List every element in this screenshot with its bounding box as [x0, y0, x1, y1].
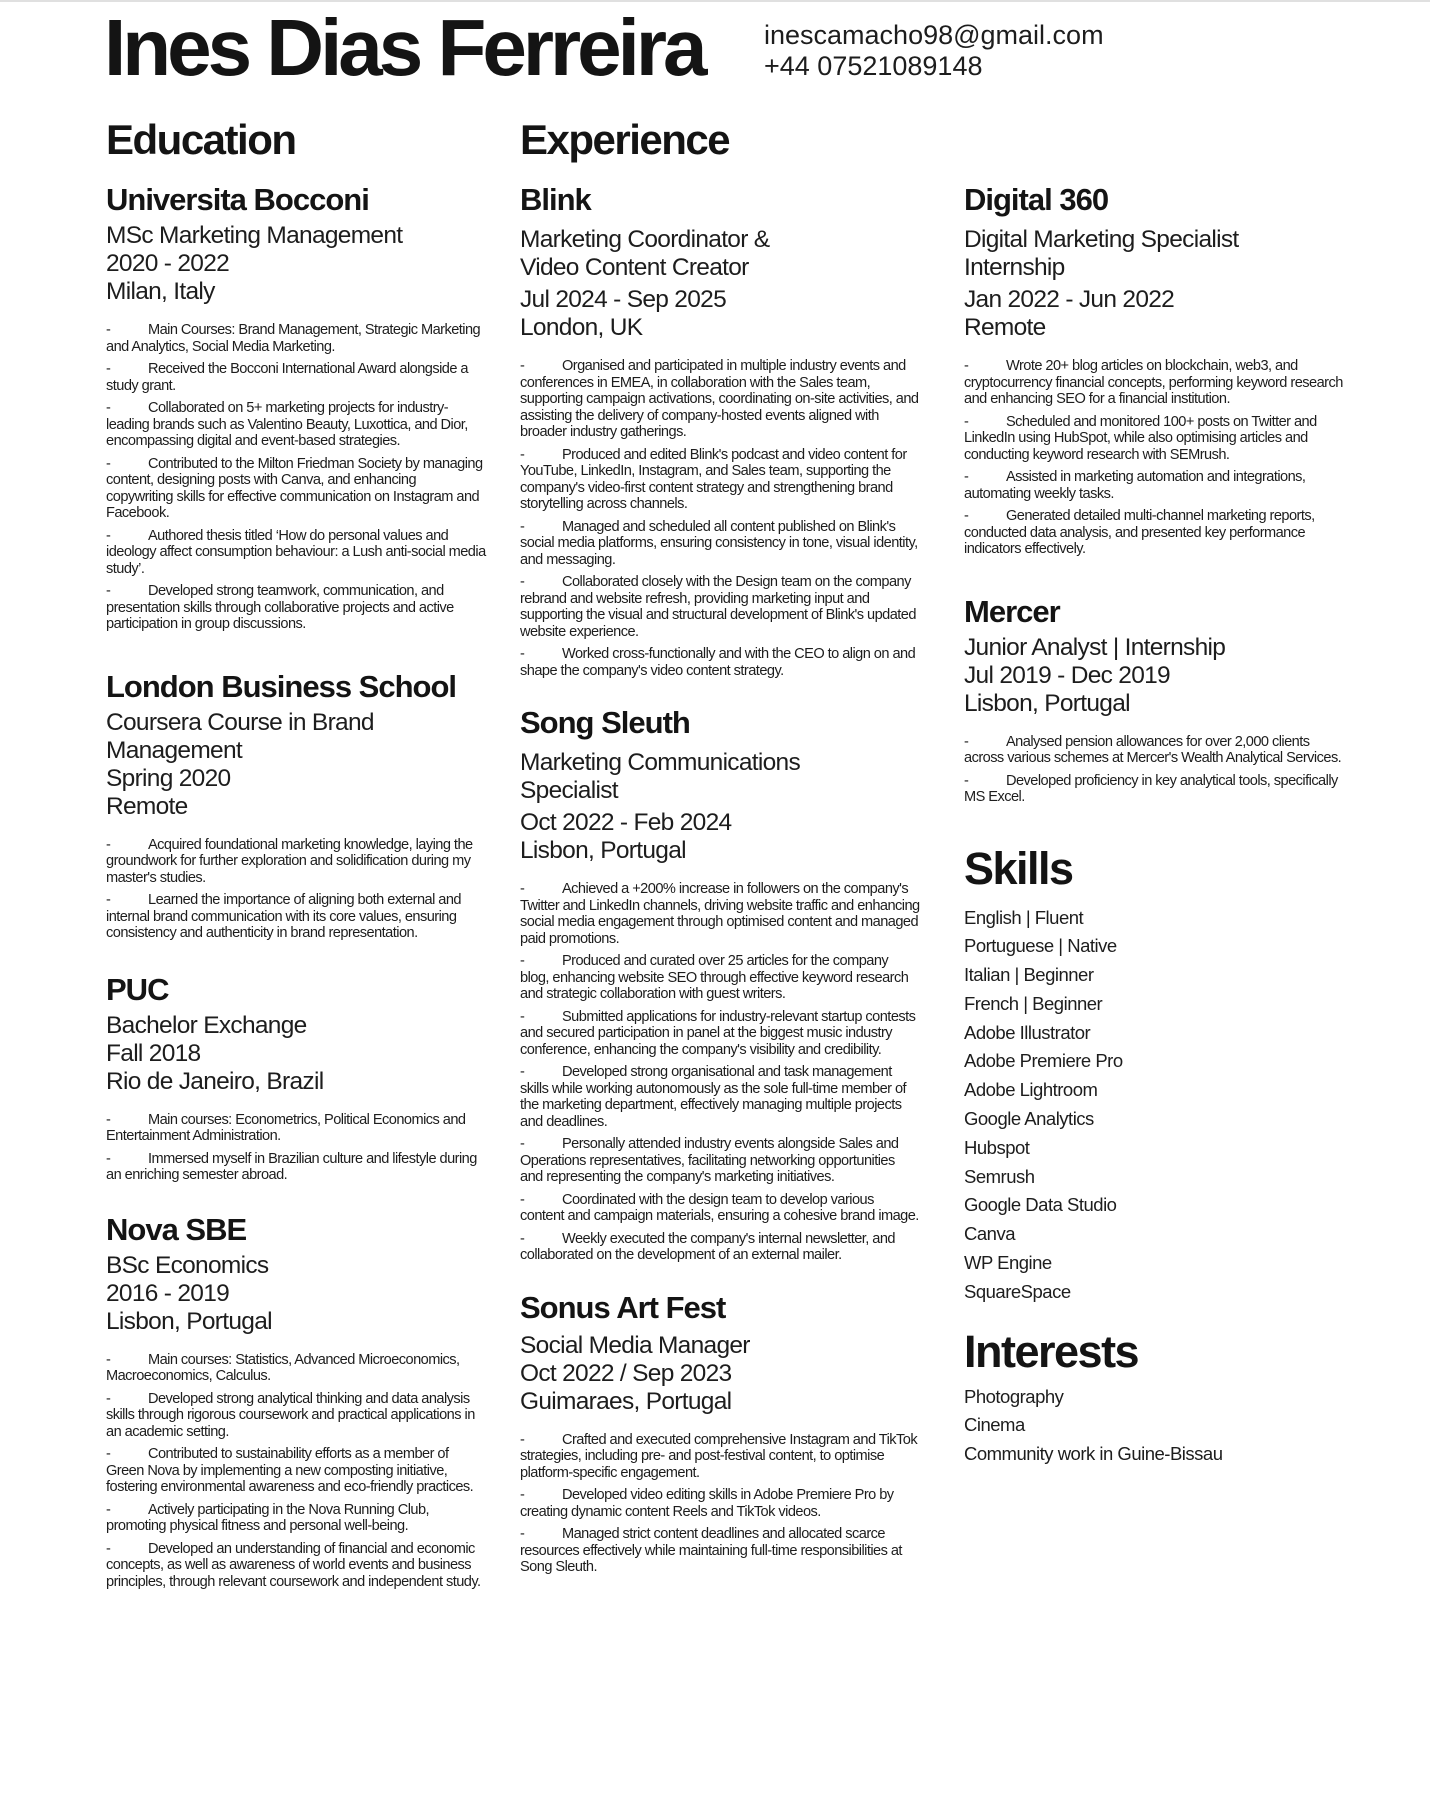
bullet-item: - Main Courses: Brand Management, Strategic Marketing and Analytics, Social Media Marketing.	[106, 322, 481, 355]
school-name: PUC	[106, 971, 169, 1007]
skill-item: WP Engine	[964, 1252, 1052, 1274]
bullet-item: - Developed video editing skills in Adobe Premiere Pro by creating dynamic content Reels and TikTok videos.	[520, 1487, 894, 1520]
location: London, UK	[520, 314, 643, 341]
bullet-item: - Developed strong organisational and task management skills while working autonomously as the sole full-time member of the marketing department, effectively managing multiple projects and deadlines.	[520, 1064, 907, 1130]
entry-details	[964, 634, 1344, 718]
skill-item: Adobe Premiere Pro	[964, 1050, 1123, 1072]
interests-title: Interests	[964, 1325, 1139, 1377]
skill-item: Semrush	[964, 1165, 1035, 1187]
company-name: Digital 360	[964, 182, 1109, 217]
location: Remote	[964, 314, 1046, 341]
bullet-list	[106, 837, 486, 942]
bullet-item: - Managed strict content deadlines and allocated scarce resources effectively while maintaining full-time responsibilities at Song Sleuth.	[520, 1526, 902, 1575]
bullet-item: - Organised and participated in multiple industry events and conferences in EMEA, in collaboration with the Sales team, supporting campaign activations, coordinating on-site activities, and assisting the delivery of company-hosted events aligned with broader industry gatherings.	[520, 358, 919, 440]
dates: 2016 - 2019	[106, 1279, 230, 1307]
dates: 2020 - 2022	[106, 250, 230, 277]
entry-details	[964, 226, 1344, 342]
location: Lisbon, Portugal	[520, 837, 686, 864]
bullet-list	[964, 358, 1344, 558]
skill-item: Google Data Studio	[964, 1194, 1117, 1216]
company-name: Blink	[520, 182, 591, 217]
skill-item: SquareSpace	[964, 1280, 1071, 1302]
skill-item: Hubspot	[964, 1136, 1030, 1158]
dates: Oct 2022 / Sep 2023	[520, 1359, 732, 1387]
degree: MSc Marketing Management	[106, 222, 403, 249]
location: Remote	[106, 792, 188, 820]
bullet-item: - Weekly executed the company's internal newsletter, and collaborated on the development of an external mailer.	[520, 1230, 895, 1263]
bullet-item: - Developed strong teamwork, communication, and presentation skills through collaborative projects and active participation in group discussions.	[106, 583, 454, 632]
bullet-item: - Submitted applications for industry-relevant startup contests and secured participation in panel at the biggest music industry conference, enhancing the company's visibility and credibility.	[520, 1008, 916, 1058]
interests-section	[964, 1325, 1344, 1469]
location: Milan, Italy	[106, 278, 215, 305]
bullet-item: - Coordinated with the design team to develop various content and campaign materials, ensuring a cohesive brand image.	[520, 1191, 919, 1224]
skill-item: Adobe Lightroom	[964, 1079, 1098, 1101]
bullet-item: - Collaborated closely with the Design team on the company rebrand and website refresh, providing marketing input and supporting the visual and structural development of Blink's updated website experience.	[520, 574, 916, 640]
dates: Jan 2022 - Jun 2022	[964, 286, 1175, 313]
experience-section-continued	[964, 112, 1344, 1469]
job-title: Marketing Coordinator &	[520, 226, 770, 253]
skills-list	[964, 904, 1344, 1307]
entry-details	[520, 749, 920, 865]
entry-details	[520, 1332, 920, 1416]
education-entry	[106, 182, 486, 633]
bullet-item: - Main courses: Econometrics, Political Economics and Entertainment Administration.	[106, 1111, 466, 1144]
entry-details	[106, 222, 486, 306]
bullet-item: - Scheduled and monitored 100+ posts on Twitter and LinkedIn using HubSpot, while also optimising articles and conducting keyword research with SEMrush.	[964, 413, 1317, 463]
experience-entry	[964, 182, 1344, 558]
degree: Coursera Course in Brand	[106, 708, 374, 736]
bullet-item: - Generated detailed multi-channel marketing reports, conducted data analysis, and presented key performance indicators effectively.	[964, 508, 1315, 557]
education-entry	[106, 972, 486, 1184]
bullet-item: - Immersed myself in Brazilian culture and lifestyle during an enriching semester abroad.	[106, 1150, 477, 1183]
skill-item: Portuguese | Native	[964, 935, 1117, 957]
education-section	[106, 112, 486, 1596]
bullet-item: - Crafted and executed comprehensive Instagram and TikTok strategies, including pre- and post-festival content, to optimise platform-specific engagement.	[520, 1431, 918, 1481]
degree: Management	[106, 736, 243, 764]
interests-list	[964, 1383, 1344, 1469]
experience-entry	[520, 1290, 920, 1576]
bullet-list	[964, 734, 1344, 806]
entry-details	[520, 226, 920, 342]
bullet-item: - Contributed to the Milton Friedman Society by managing content, designing posts with Canva, and enhancing copywriting skills for effective communication on Instagram and Facebook.	[106, 455, 483, 521]
bullet-item: - Developed strong analytical thinking and data analysis skills through rigorous coursework and practical applications in an academic setting.	[106, 1390, 475, 1440]
school-name: Nova SBE	[106, 1211, 247, 1247]
location: Lisbon, Portugal	[964, 689, 1130, 717]
experience-entry	[964, 594, 1344, 806]
dates: Jul 2024 - Sep 2025	[520, 286, 727, 313]
bullet-item: - Learned the importance of aligning both external and internal brand communication with its core values, ensuring consistency and authenticity in brand representation.	[106, 892, 461, 941]
experience-section	[520, 112, 920, 1582]
bullet-item: - Personally attended industry events alongside Sales and Operations representatives, facilitating networking opportunities and representing the company's marketing initiatives.	[520, 1136, 899, 1185]
experience-entry	[520, 182, 920, 679]
bullet-item: - Analysed pension allowances for over 2,000 clients across various schemes at Mercer's Wealth Analytical Services.	[964, 733, 1342, 766]
skills-title: Skills	[964, 842, 1073, 894]
interest-item: Community work in Guine-Bissau	[964, 1443, 1223, 1465]
dates: Jul 2019 - Dec 2019	[964, 661, 1170, 689]
bullet-item: - Produced and edited Blink's podcast and video content for YouTube, LinkedIn, Instagram, and Sales team, supporting the company's video-first content strategy and strengthening brand storytelling across channels.	[520, 446, 907, 512]
school-name: London Business School	[106, 668, 457, 704]
job-title: Digital Marketing Specialist	[964, 226, 1239, 253]
skills-section	[964, 842, 1344, 1307]
bullet-item: - Achieved a +200% increase in followers on the company's Twitter and LinkedIn channels, driving website traffic and enhancing social media engagement through optimised content and managed paid promotions.	[520, 881, 920, 947]
bullet-item: - Assisted in marketing automation and integrations, automating weekly tasks.	[964, 469, 1306, 502]
job-title: Junior Analyst | Internship	[964, 633, 1226, 661]
bullet-item: - Developed proficiency in key analytical tools, specifically MS Excel.	[964, 772, 1338, 805]
bullet-item: - Developed an understanding of financial and economic concepts, as well as awareness of world events and business principles, through relevant coursework and independent study.	[106, 1540, 481, 1590]
job-title: Social Media Manager	[520, 1331, 750, 1359]
bullet-item: - Wrote 20+ blog articles on blockchain, web3, and cryptocurrency financial concepts, performing keyword research and enhancing SEO for a financial institution.	[964, 358, 1343, 407]
bullet-item: - Managed and scheduled all content published on Blink's social media platforms, ensuring consistency in tone, visual identity, and messaging.	[520, 518, 918, 568]
education-entry	[106, 669, 486, 942]
experience-title: Experience	[520, 116, 730, 163]
contact-info	[764, 20, 1104, 82]
bullet-list	[520, 881, 920, 1264]
job-title: Marketing Communications	[520, 749, 801, 776]
email-text: inescamacho98@gmail.com	[764, 20, 1104, 50]
entry-details	[106, 1252, 486, 1336]
entry-details	[106, 1012, 486, 1096]
resume-name: Ines Dias Ferreira	[104, 3, 704, 92]
bullet-list	[106, 322, 486, 633]
education-entry	[106, 1212, 486, 1591]
bullet-item: - Received the Bocconi International Award alongside a study grant.	[106, 361, 468, 394]
bullet-list	[106, 1352, 486, 1591]
skill-item: Italian | Beginner	[964, 964, 1094, 986]
bullet-item: - Produced and curated over 25 articles for the company blog, enhancing website SEO through effective keyword research and strategic collaboration with guest writers.	[520, 953, 909, 1002]
location: Guimaraes, Portugal	[520, 1387, 732, 1415]
bullet-item: - Worked cross-functionally and with the CEO to align on and shape the company's video content strategy.	[520, 646, 916, 679]
education-title: Education	[106, 116, 296, 163]
entry-details	[106, 709, 486, 821]
phone-text: +44 07521089148	[764, 51, 983, 81]
bullet-item: - Main courses: Statistics, Advanced Microeconomics, Macroeconomics, Calculus.	[106, 1351, 460, 1384]
bullet-list	[520, 1432, 920, 1576]
skill-item: English | Fluent	[964, 906, 1084, 928]
bullet-item: - Acquired foundational marketing knowledge, laying the groundwork for further exploration and solidification during my master's studies.	[106, 836, 473, 886]
degree: BSc Economics	[106, 1251, 269, 1279]
bullet-item: - Actively participating in the Nova Running Club, promoting physical fitness and personal well-being.	[106, 1501, 430, 1534]
experience-entry	[520, 705, 920, 1264]
degree: Bachelor Exchange	[106, 1011, 307, 1039]
bullet-item: - Contributed to sustainability efforts as a member of Green Nova by implementing a new composting initiative, fostering environmental awareness and eco-friendly practices.	[106, 1446, 474, 1495]
interest-item: Cinema	[964, 1414, 1025, 1436]
bullet-list	[106, 1112, 486, 1184]
bullet-item: - Authored thesis titled ‘How do personal values and ideology affect consumption behaviour: a Lush anti-social media study’.	[106, 527, 486, 577]
skill-item: Adobe Illustrator	[964, 1021, 1091, 1043]
skill-item: Canva	[964, 1223, 1015, 1245]
bullet-list	[520, 358, 920, 679]
dates: Fall 2018	[106, 1039, 201, 1067]
dates: Spring 2020	[106, 764, 231, 792]
school-name: Universita Bocconi	[106, 182, 369, 217]
location: Lisbon, Portugal	[106, 1307, 272, 1335]
dates: Oct 2022 - Feb 2024	[520, 809, 732, 836]
bullet-item: - Collaborated on 5+ marketing projects for industry-leading brands such as Valentino Beauty, Luxottica, and Dior, encompassing digital and event-based strategies.	[106, 400, 468, 449]
company-name: Mercer	[964, 593, 1060, 629]
job-title: Internship	[964, 254, 1065, 281]
skill-item: Google Analytics	[964, 1108, 1094, 1130]
job-title: Specialist	[520, 777, 618, 804]
company-name: Song Sleuth	[520, 705, 690, 740]
skill-item: French | Beginner	[964, 992, 1103, 1014]
job-title: Video Content Creator	[520, 254, 749, 281]
interest-item: Photography	[964, 1385, 1064, 1407]
company-name: Sonus Art Fest	[520, 1289, 726, 1325]
location: Rio de Janeiro, Brazil	[106, 1067, 324, 1095]
